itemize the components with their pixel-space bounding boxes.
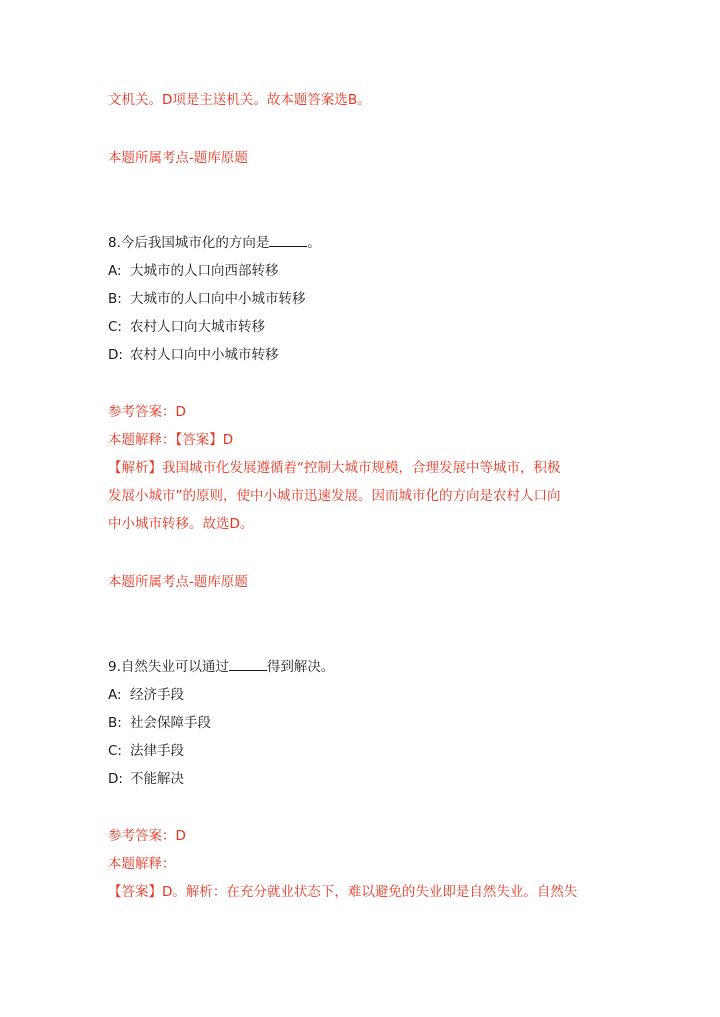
question-8-answer: 参考答案：D — [108, 404, 186, 420]
option-text: 经济手段 — [130, 687, 184, 703]
option-label: D: — [108, 347, 123, 363]
option-text: 农村人口向大城市转移 — [130, 319, 265, 335]
question-9-stem — [108, 656, 628, 677]
option-label: C: — [108, 743, 122, 759]
option-text: 不能解决 — [130, 771, 184, 787]
question-8-source-tag: 本题所属考点-题库原题 — [108, 574, 248, 590]
option-text: 农村人口向中小城市转移 — [130, 347, 279, 363]
question-9-option-a — [108, 685, 628, 705]
question-8-option-b — [108, 289, 628, 309]
question-8-explanation-head: 本题解释：【答案】D — [108, 432, 234, 448]
question-8-stem-text: 8.今后我国城市化的方向是 — [108, 235, 270, 251]
option-label: C: — [108, 319, 122, 335]
answer-blank — [269, 232, 307, 247]
option-label: D: — [108, 771, 123, 787]
answer-blank — [229, 656, 267, 671]
option-text: 社会保障手段 — [130, 715, 211, 731]
option-label: B: — [108, 291, 122, 307]
question-9-stem-text: 9.自然失业可以通过 — [108, 659, 229, 675]
question-9-answer: 参考答案：D — [108, 828, 186, 844]
option-label: A: — [108, 263, 122, 279]
question-8-explanation-line: 发展小城市”的原则，使中小城市迅速发展。因而城市化的方向是农村人口向 — [108, 488, 561, 504]
question-9-option-d — [108, 769, 628, 789]
option-label: A: — [108, 687, 122, 703]
question-9-explanation-line: 【答案】D。解析：在充分就业状态下，难以避免的失业即是自然失业。自然失 — [108, 884, 578, 900]
question-9-stem-end: 得到解决。 — [266, 659, 335, 675]
option-text: 大城市的人口向西部转移 — [130, 263, 279, 279]
option-label: B: — [108, 715, 122, 731]
question-9-option-b — [108, 713, 628, 733]
source-tag: 本题所属考点-题库原题 — [108, 150, 248, 166]
question-9-explanation-head: 本题解释： — [108, 856, 176, 872]
question-8-stem — [108, 232, 628, 253]
question-9-option-c — [108, 741, 628, 761]
question-8-explanation-line: 中小城市转移。故选D。 — [108, 516, 254, 532]
question-8-stem-end: 。 — [307, 235, 321, 251]
question-8-option-d — [108, 345, 628, 365]
option-text: 大城市的人口向中小城市转移 — [130, 291, 306, 307]
option-text: 法律手段 — [130, 743, 184, 759]
question-8-explanation-line: 【解析】我国城市化发展遵循着“控制大城市规模，合理发展中等城市，积极 — [108, 460, 561, 476]
question-8-option-a — [108, 261, 628, 281]
question-8-option-c — [108, 317, 628, 337]
previous-explanation-continuation: 文机关。D项是主送机关。故本题答案选B。 — [108, 92, 371, 108]
